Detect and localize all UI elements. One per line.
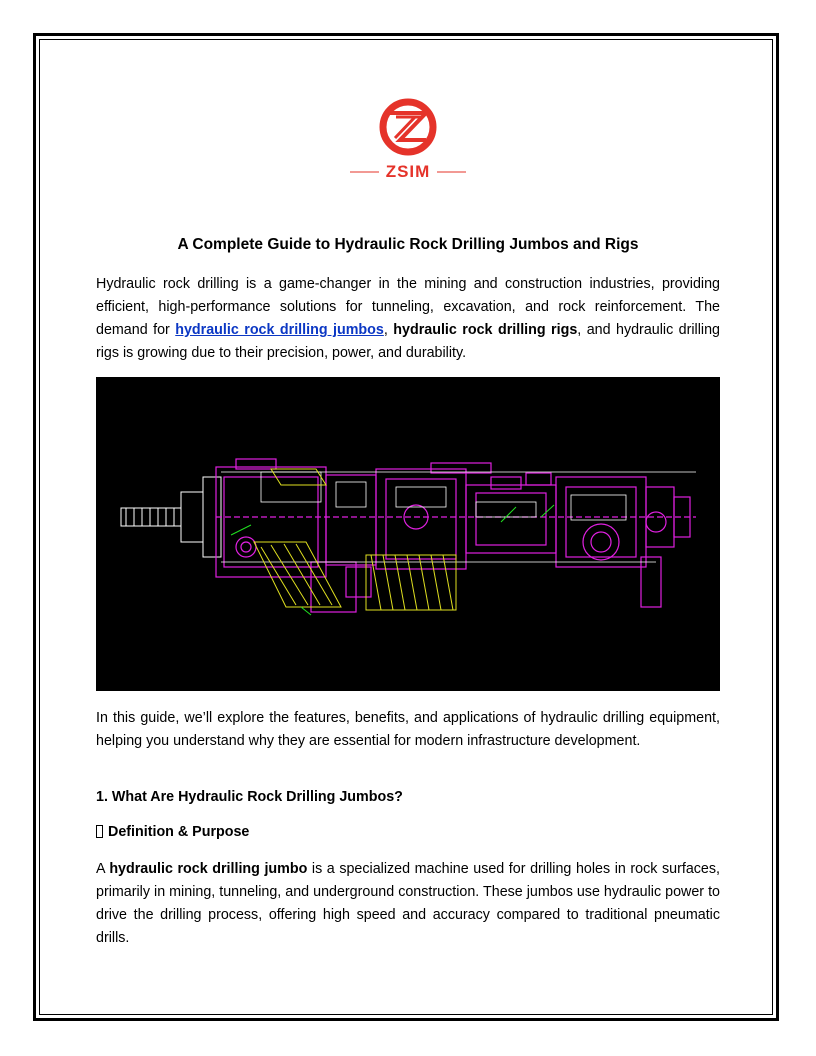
hydraulic-jumbos-link[interactable]: hydraulic rock drilling jumbos [175, 322, 384, 338]
rock-drill-cad-drawing [96, 377, 720, 691]
cad-drawing-svg [96, 377, 720, 691]
definition-bold-term: hydraulic rock drilling jumbo [109, 861, 308, 877]
definition-text-1: A [96, 861, 110, 877]
jumbo-definition-paragraph [96, 858, 720, 950]
definition-text-2: is a specialized machine used for drilling holes in rock surfaces, primarily in mining, tunneling, and underground construction. These jumbos use hydraulic power to drive the drilling process, offering high speed and accuracy compared to traditional pneumatic drills. [96, 861, 720, 946]
logo-brand-text: ZSIM [385, 162, 431, 181]
missing-glyph-icon [96, 825, 103, 838]
intro-text-2: , [383, 322, 394, 338]
section-heading-1: 1. What Are Hydraulic Rock Drilling Jumbos? [96, 789, 403, 805]
intro-text-1: Hydraulic rock drilling is a game-changer in the mining and construction industries, providing efficient, high-performance solutions for tunneling, excavation, and rock reinforcement. The demand for [96, 276, 720, 338]
section-subheading-definition [96, 824, 720, 840]
intro-bold-rigs: hydraulic rock drilling rigs [393, 322, 578, 338]
intro-text-3: , and hydraulic drilling rigs is growing due to their precision, power, and durability. [96, 322, 720, 361]
guide-paragraph: In this guide, we’ll explore the features, benefits, and applications of hydraulic drilling equipment, helping you understand why they are essential for modern infrastructure development. [96, 710, 720, 749]
document-title: A Complete Guide to Hydraulic Rock Drilling Jumbos and Rigs [177, 236, 639, 253]
zsim-logo [345, 92, 471, 186]
subheading-text: Definition & Purpose [108, 824, 250, 840]
intro-paragraph [96, 273, 720, 365]
